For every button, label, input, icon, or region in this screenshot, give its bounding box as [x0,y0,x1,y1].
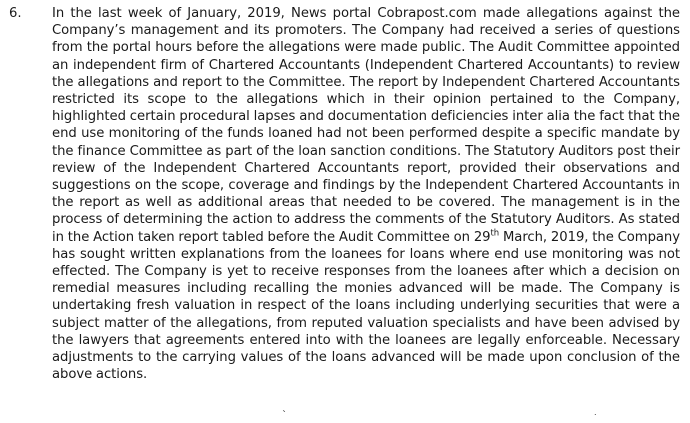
paragraph-text-part-1: In the last week of January, 2019, News portal Cobrapost.com made allegations against the Company’s management and its promoters. The Company had received a series of questions from the portal hours before the allegations were made public. The Audit Committee appointed an independent firm of Chartered Accountants (Independent Chartered Accountants) to review the allegations and report to the Committee. The report by Independent Chartered Accountants restricted its scope to the allegations which in their opinion pertained to the Company, highlighted certain procedural lapses and documentation deficiencies inter alia the fact that the end use monitoring of the funds loaned had not been performed despite a specific mandate by the finance Committee as part of the loan sanction conditions. The Statutory Auditors post their review of the Independent Chartered Accountants report, provided their observations and suggestions on the scope, coverage and findings by the Independent Chartered Accountants in the report as well as additional areas that needed to be covered. The management is in the process of determining the action to address the comments of the Statutory Auditors. As stated in the Action taken report tabled before the Audit Committee on 29 [52,6,680,245]
note-paragraph [52,5,680,383]
scan-dot: . [594,408,597,417]
note-number: 6. [9,6,22,21]
paragraph-text-part-2: March, 2019, the Company has sought written explanations from the loanees for loans where end use monitoring was not effected. The Company is yet to receive responses from the loanees after which a decision on remedial measures including recalling the monies advanced will be made. The Company is undertaking fresh valuation in respect of the loans including underlying securities that were a subject matter of the allegations, from reputed valuation specialists and have been advised by the lawyers that agreements entered into with the loanees are legally enforceable. Necessary adjustments to the carrying values of the loans advanced will be made upon conclusion of the above actions. [52,229,680,383]
scan-mark: ` [282,410,287,421]
ordinal-superscript: th [490,228,500,239]
